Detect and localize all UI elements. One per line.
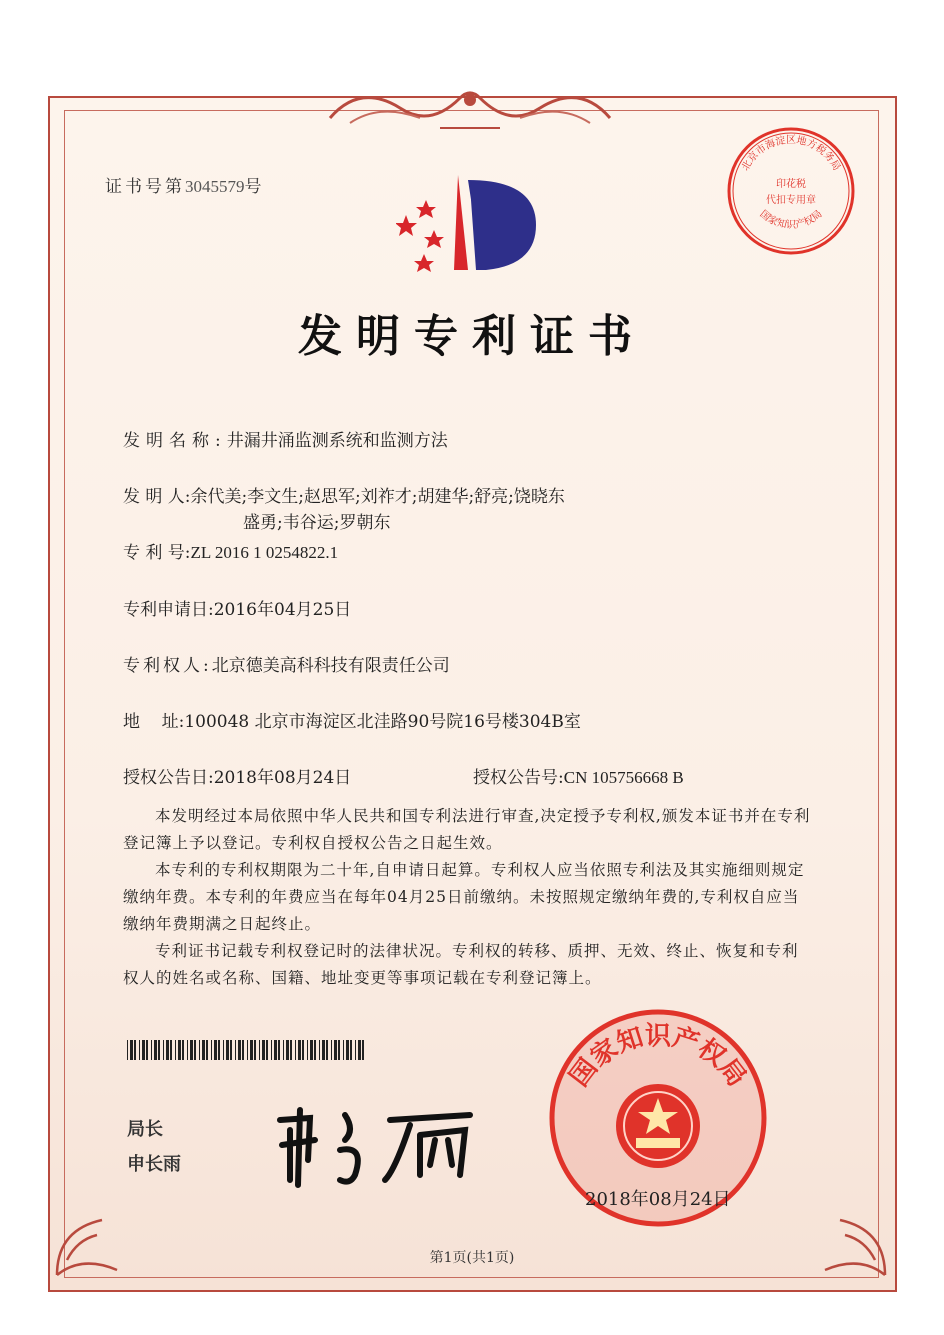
patent-number-row	[123, 538, 338, 563]
barcode-bar	[283, 1040, 284, 1060]
patent-office-logo-icon	[396, 170, 546, 280]
invention-name-row	[123, 426, 448, 451]
announce-number-value: CN 105756668 B	[563, 768, 684, 787]
signature-icon	[270, 1090, 490, 1190]
barcode-bar	[146, 1040, 148, 1060]
barcode-bar	[286, 1040, 289, 1060]
tax-stamp-center2: 代扣专用章	[766, 195, 816, 206]
barcode-bar	[163, 1040, 164, 1060]
page-title: 发明专利证书	[298, 311, 646, 362]
barcode-bar	[295, 1040, 296, 1060]
patent-number-label: 专 利 号:	[123, 543, 191, 563]
barcode-bar	[350, 1040, 352, 1060]
barcode-bar	[130, 1040, 133, 1060]
barcode-bar	[214, 1040, 217, 1060]
announce-date-value: 2018年08月24日	[213, 768, 352, 788]
filing-date-value: 2016年04月25日	[213, 600, 352, 620]
barcode-bar	[334, 1040, 337, 1060]
barcode-bar	[322, 1040, 325, 1060]
barcode-bar	[187, 1040, 188, 1060]
barcode-bar	[127, 1040, 128, 1060]
barcode-bar	[319, 1040, 320, 1060]
filing-date-row	[123, 595, 351, 620]
grant-date: 2018年08月24日	[585, 1189, 731, 1210]
tax-stamp-ring-text: 北京市海淀区地方税务局	[740, 135, 842, 173]
barcode-bar	[274, 1040, 277, 1060]
barcode-bar	[247, 1040, 248, 1060]
barcode-bar	[358, 1040, 361, 1060]
paragraph-3: 专利证书记载专利权登记时的法律状况。专利权的转移、质押、无效、终止、恢复和专利权人的姓名或名称、国籍、地址变更等事项记载在专利登记簿上。	[123, 942, 799, 987]
director-label: 局长	[127, 1119, 163, 1140]
address-value: 100048 北京市海淀区北洼路90号院16号楼304B室	[184, 712, 581, 732]
barcode-bar	[218, 1040, 220, 1060]
barcode-bar	[326, 1040, 328, 1060]
barcode-icon	[127, 1040, 367, 1060]
barcode-bar	[154, 1040, 157, 1060]
barcode-bar	[331, 1040, 332, 1060]
barcode-bar	[178, 1040, 181, 1060]
barcode-bar	[310, 1040, 313, 1060]
paragraph-2: 本专利的专利权期限为二十年,自申请日起算。专利权人应当依照专利法及其实施细则规定缴纳年费。本专利的年费应当在每年04月25日前缴纳。未按照规定缴纳年费的,专利权自应当缴纳年费期满之日起终止。	[123, 861, 805, 933]
barcode-bar	[307, 1040, 308, 1060]
page-number: 第1页(共1页)	[429, 1250, 515, 1266]
address-label: 地 址:	[123, 712, 185, 732]
barcode-bar	[194, 1040, 196, 1060]
barcode-bar	[278, 1040, 280, 1060]
barcode-bar	[362, 1040, 364, 1060]
barcode-bar	[298, 1040, 301, 1060]
paragraph-1: 本发明经过本局依照中华人民共和国专利法进行审查,决定授予专利权,颁发本证书并在专利登记簿上予以登记。专利权自授权公告之日起生效。	[123, 807, 811, 852]
director-name: 申长雨	[127, 1154, 181, 1175]
barcode-bar	[182, 1040, 184, 1060]
announce-date-row	[123, 763, 351, 788]
patentee-value: 北京德美高科科技有限责任公司	[211, 656, 450, 676]
barcode-bar	[158, 1040, 160, 1060]
barcode-bar	[302, 1040, 304, 1060]
inventors-value-line2: 盛勇;韦谷运;罗朝东	[243, 513, 391, 533]
patent-number-value: ZL 2016 1 0254822.1	[190, 543, 339, 562]
announce-number-label: 授权公告号:	[473, 768, 564, 788]
certificate-number: 证书号第3045579号	[105, 177, 265, 197]
barcode-bar	[314, 1040, 316, 1060]
barcode-bar	[346, 1040, 349, 1060]
barcode-bar	[206, 1040, 208, 1060]
barcode-bar	[338, 1040, 340, 1060]
barcode-bar	[355, 1040, 356, 1060]
patentee-label: 专利权人:	[123, 656, 212, 676]
inventors-row	[123, 482, 565, 507]
address-row	[123, 707, 581, 732]
svg-text:国家知识产权局	[757, 208, 824, 231]
barcode-bar	[142, 1040, 145, 1060]
barcode-bar	[271, 1040, 272, 1060]
barcode-bar	[166, 1040, 169, 1060]
barcode-bar	[170, 1040, 172, 1060]
invention-name-value: 井漏井涌监测系统和监测方法	[226, 431, 448, 451]
barcode-bar	[290, 1040, 292, 1060]
patentee-row	[123, 651, 450, 676]
barcode-bar	[242, 1040, 244, 1060]
corner-ornament-icon	[52, 1210, 122, 1280]
announce-date-label: 授权公告日:	[123, 768, 214, 788]
barcode-bar	[230, 1040, 232, 1060]
barcode-bar	[266, 1040, 268, 1060]
inventors-label: 发 明 人:	[123, 487, 191, 507]
barcode-bar	[190, 1040, 193, 1060]
tax-stamp-center1: 印花税	[776, 179, 806, 190]
invention-name-label: 发明名称:	[123, 431, 227, 451]
barcode-bar	[151, 1040, 152, 1060]
barcode-bar	[226, 1040, 229, 1060]
barcode-bar	[223, 1040, 224, 1060]
tax-stamp-bottom-text: 国家知识产权局	[757, 208, 825, 231]
barcode-bar	[250, 1040, 253, 1060]
announce-number-row	[473, 763, 684, 788]
filing-date-label: 专利申请日:	[123, 600, 214, 620]
barcode-bar	[262, 1040, 265, 1060]
barcode-bar	[238, 1040, 241, 1060]
corner-ornament-icon	[820, 1210, 890, 1280]
barcode-bar	[254, 1040, 256, 1060]
barcode-bar	[211, 1040, 212, 1060]
inventors-value-line1: 余代美;李文生;赵思军;刘祚才;胡建华;舒亮;饶晓东	[190, 487, 565, 507]
barcode-bar	[139, 1040, 140, 1060]
tax-stamp-icon	[725, 125, 857, 257]
barcode-bar	[343, 1040, 344, 1060]
barcode-bar	[134, 1040, 136, 1060]
barcode-bar	[175, 1040, 176, 1060]
barcode-bar	[259, 1040, 260, 1060]
barcode-bar	[199, 1040, 200, 1060]
seal-ring-text: 国家知识产权局	[564, 1021, 752, 1093]
top-ornament-icon	[320, 78, 620, 138]
barcode-bar	[202, 1040, 205, 1060]
barcode-bar	[235, 1040, 236, 1060]
